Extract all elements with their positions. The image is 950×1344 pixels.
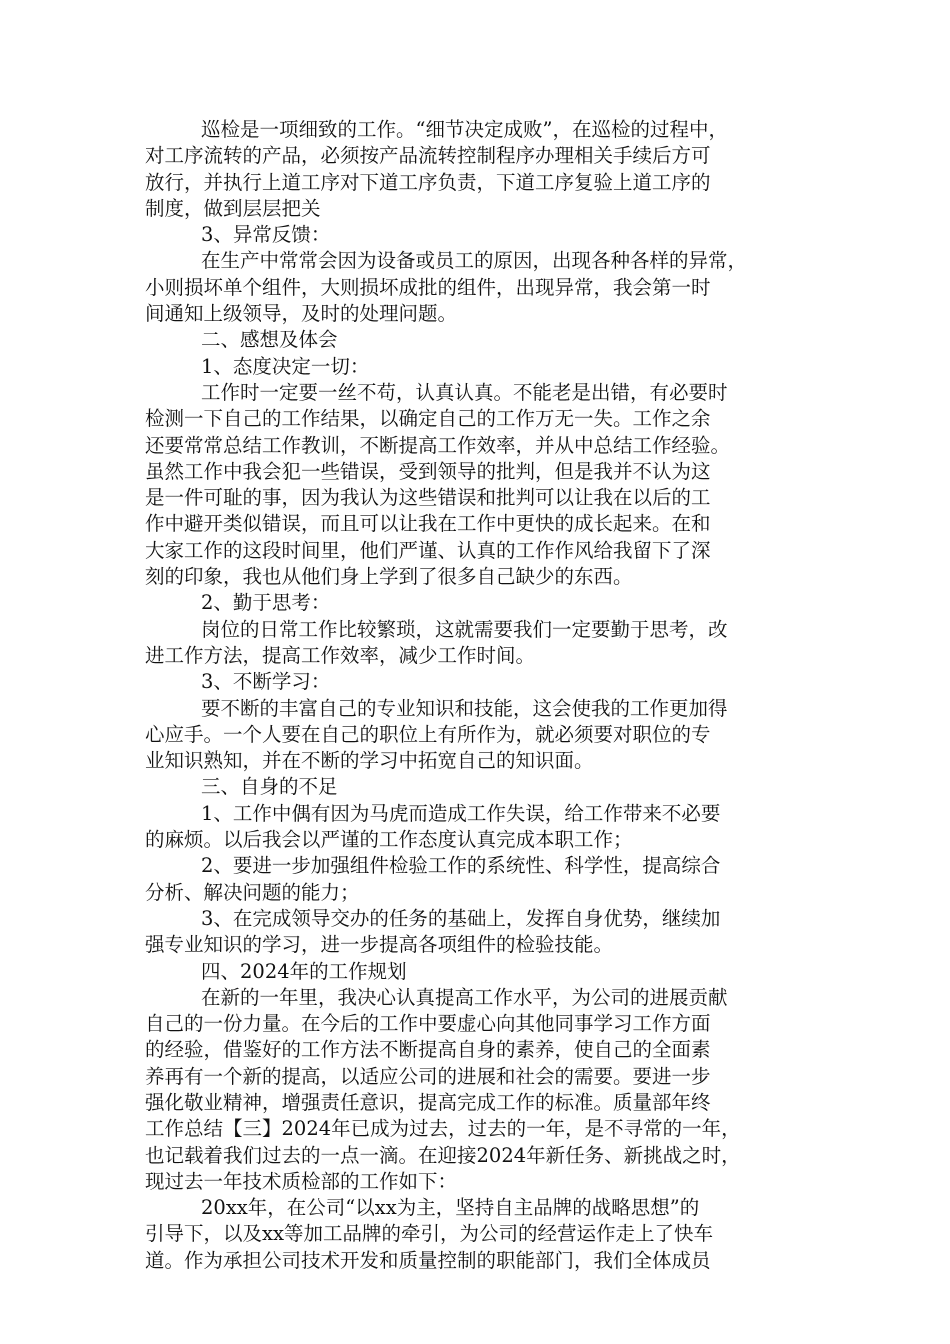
text-line: 刻的印象，我也从他们身上学到了很多自己缺少的东西。 xyxy=(145,565,633,589)
text-line: 还要常常总结工作教训，不断提高工作效率，并从中总结工作经验。 xyxy=(145,433,731,457)
text-line: 岗位的日常工作比较繁琐，这就需要我们一定要勤于思考，改 xyxy=(201,617,728,641)
text-line: 分析、解决问题的能力； xyxy=(145,880,360,904)
text-line: 心应手。一个人要在自己的职位上有所作为，就必须要对职位的专 xyxy=(145,722,711,746)
text-line: 在新的一年里，我决心认真提高工作水平，为公司的进展贡献 xyxy=(201,985,728,1009)
text-line: 巡检是一项细致的工作。“细节决定成败”，在巡检的过程中， xyxy=(201,118,728,141)
text-line: 间通知上级领导，及时的处理问题。 xyxy=(145,302,458,326)
text-line: 强化敬业精神，增强责任意识，提高完成工作的标准。质量部年终 xyxy=(145,1090,711,1114)
text-line: 大家工作的这段时间里，他们严谨、认真的工作作风给我留下了深 xyxy=(145,538,711,562)
text-line: 放行，并执行上道工序对下道工序负责，下道工序复验上道工序的 xyxy=(145,170,711,194)
text-line: 1、态度决定一切： xyxy=(201,354,370,378)
text-line: 检测一下自己的工作结果，以确定自己的工作万无一失。工作之余 xyxy=(145,407,711,431)
text-line: 工作总结【三】2024年已成为过去，过去的一年，是不寻常的一年， xyxy=(145,1117,741,1141)
text-line: 的麻烦。以后我会以严谨的工作态度认真完成本职工作； xyxy=(145,828,633,852)
text-line: 二、感想及体会 xyxy=(201,328,338,352)
text-line: 进工作方法，提高工作效率，减少工作时间。 xyxy=(145,643,536,667)
text-line: 也记载着我们过去的一点一滴。在迎接2024年新任务、新挑战之时， xyxy=(145,1143,741,1167)
text-line: 20xx年，在公司“以xx为主，坚持自主品牌的战略思想”的 xyxy=(201,1196,700,1220)
text-line: 要不断的丰富自己的专业知识和技能，这会使我的工作更加得 xyxy=(201,696,728,720)
text-line: 工作时一定要一丝不苟，认真认真。不能老是出错，有必要时 xyxy=(201,380,728,404)
text-line: 业知识熟知，并在不断的学习中拓宽自己的知识面。 xyxy=(145,749,594,773)
text-line: 道。作为承担公司技术开发和质量控制的职能部门，我们全体成员 xyxy=(145,1248,711,1272)
text-line: 现过去一年技术质检部的工作如下： xyxy=(145,1169,458,1193)
text-line: 作中避开类似错误，而且可以让我在工作中更快的成长起来。在和 xyxy=(145,512,711,536)
text-line: 三、自身的不足 xyxy=(201,775,338,799)
text-line: 的经验，借鉴好的工作方法不断提高自身的素养，使自己的全面素 xyxy=(145,1038,711,1062)
text-line: 是一件可耻的事，因为我认为这些错误和批判可以让我在以后的工 xyxy=(145,486,711,510)
text-line: 3、在完成领导交办的任务的基础上，发挥自身优势，继续加 xyxy=(201,906,721,930)
text-line: 对工序流转的产品，必须按产品流转控制程序办理相关手续后方可 xyxy=(145,144,711,168)
text-line: 小则损坏单个组件，大则损坏成批的组件，出现异常，我会第一时 xyxy=(145,275,711,299)
text-line: 自己的一份力量。在今后的工作中要虚心向其他同事学习工作方面 xyxy=(145,1012,711,1036)
text-line: 强专业知识的学习，进一步提高各项组件的检验技能。 xyxy=(145,933,614,957)
text-line: 引导下，以及xx等加工品牌的牵引，为公司的经营运作走上了快车 xyxy=(145,1222,713,1246)
text-line: 2、勤于思考： xyxy=(201,591,331,615)
text-line: 四、2024年的工作规划 xyxy=(201,959,407,983)
text-line: 3、不断学习： xyxy=(201,670,331,694)
text-line: 养再有一个新的提高，以适应公司的进展和社会的需要。要进一步 xyxy=(145,1064,711,1088)
document-body xyxy=(145,117,805,1274)
text-line: 在生产中常常会因为设备或员工的原因，出现各种各样的异常， xyxy=(201,249,748,273)
text-line: 1、工作中偶有因为马虎而造成工作失误，给工作带来不必要 xyxy=(201,801,721,825)
text-line: 2、要进一步加强组件检验工作的系统性、科学性，提高综合 xyxy=(201,854,721,878)
text-line: 制度，做到层层把关 xyxy=(145,196,321,220)
text-line: 3、异常反馈： xyxy=(201,223,331,247)
text-line: 虽然工作中我会犯一些错误，受到领导的批判，但是我并不认为这 xyxy=(145,459,711,483)
